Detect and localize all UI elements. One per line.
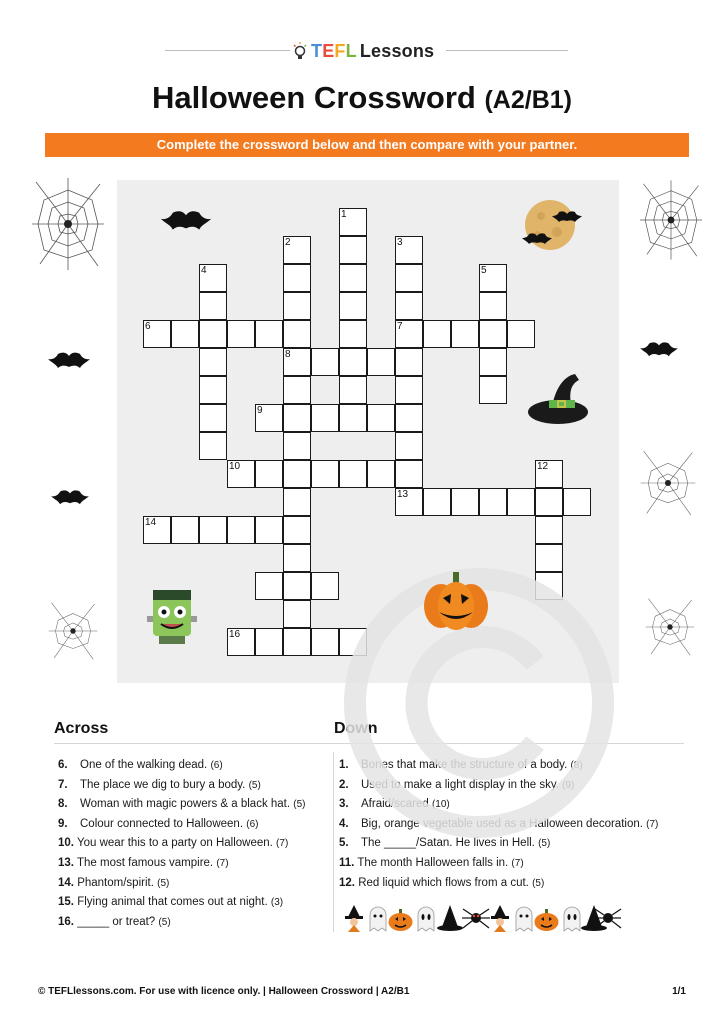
logo-l: L bbox=[345, 40, 357, 61]
clue-text: Afraid/scared bbox=[361, 798, 429, 811]
lightbulb-icon bbox=[292, 42, 308, 60]
crossword-cell[interactable] bbox=[395, 460, 423, 488]
crossword-cell[interactable] bbox=[479, 348, 507, 376]
clue-number: 2. bbox=[339, 778, 349, 791]
clue-number-label: 3 bbox=[397, 237, 403, 248]
crossword-cell[interactable] bbox=[283, 460, 311, 488]
clue-number-label: 12 bbox=[537, 461, 549, 472]
crossword-cell[interactable] bbox=[199, 516, 227, 544]
crossword-cell[interactable] bbox=[395, 264, 423, 292]
crossword-cell[interactable] bbox=[283, 320, 311, 348]
crossword-cell[interactable] bbox=[283, 600, 311, 628]
crossword-cell[interactable] bbox=[255, 460, 283, 488]
crossword-cell[interactable] bbox=[451, 320, 479, 348]
clue-number-label: 5 bbox=[481, 265, 487, 276]
clue-down-11 bbox=[339, 854, 658, 874]
clue-number: 7. bbox=[58, 778, 68, 791]
clue-length: (9) bbox=[562, 779, 575, 791]
clue-length: (6) bbox=[210, 760, 223, 771]
crossword-cell[interactable] bbox=[311, 348, 339, 376]
crossword-cell[interactable] bbox=[311, 404, 339, 432]
bat-icon bbox=[50, 488, 90, 506]
clue-number-label: 8 bbox=[285, 349, 291, 360]
spider-web-icon bbox=[640, 596, 700, 658]
clue-length: (5) bbox=[248, 779, 261, 791]
crossword-cell[interactable] bbox=[339, 292, 367, 320]
witch-hat-icon bbox=[437, 905, 463, 931]
footer-copyright: © TEFLlessons.com. For use with licence only. | Halloween Crossword | A2/B1 bbox=[38, 986, 410, 997]
clue-length: (10) bbox=[431, 799, 450, 811]
pumpkin-icon bbox=[535, 909, 559, 931]
page-number: 1/1 bbox=[672, 986, 686, 997]
clue-text: The month Halloween falls in. bbox=[357, 856, 509, 869]
clue-text: Big, orange vegetable used as a Halloween decoration. bbox=[361, 817, 643, 830]
clue-text: Woman with magic powers & a black hat. bbox=[80, 798, 291, 811]
crossword-cell[interactable] bbox=[479, 488, 507, 516]
crossword-cell[interactable] bbox=[395, 348, 423, 376]
witch-icon bbox=[345, 905, 363, 932]
clue-down-12 bbox=[339, 874, 658, 894]
clue-text: You wear this to a party on Halloween. bbox=[77, 837, 273, 850]
crossword-cell[interactable] bbox=[339, 320, 367, 348]
clue-text: Colour connected to Halloween. bbox=[80, 817, 244, 830]
clue-number: 5. bbox=[339, 837, 349, 850]
clue-text: Bones that make the structure of a body. bbox=[361, 759, 568, 771]
clue-text: _____ or treat? bbox=[77, 915, 156, 928]
tefl-logo bbox=[292, 38, 442, 64]
crossword-grid bbox=[117, 180, 619, 683]
crossword-cell[interactable] bbox=[311, 572, 339, 600]
clue-number: 14. bbox=[58, 876, 74, 889]
crossword-cell[interactable] bbox=[283, 292, 311, 320]
clue-length: (7) bbox=[216, 857, 229, 869]
crossword-cell[interactable] bbox=[171, 516, 199, 544]
crossword-cell[interactable] bbox=[423, 320, 451, 348]
pumpkin-icon bbox=[389, 909, 413, 931]
clue-text: One of the walking dead. bbox=[80, 759, 208, 771]
crossword-cell[interactable] bbox=[255, 628, 283, 656]
clue-text: The _____/Satan. He lives in Hell. bbox=[361, 837, 535, 850]
ghost-icon bbox=[418, 907, 434, 931]
page-title bbox=[0, 80, 724, 116]
logo-rule-left bbox=[165, 50, 290, 51]
clue-text: Phantom/spirit. bbox=[77, 876, 154, 889]
spider-web-icon bbox=[636, 448, 700, 518]
crossword-cell[interactable] bbox=[367, 460, 395, 488]
clue-number-label: 13 bbox=[397, 489, 409, 500]
crossword-cell[interactable] bbox=[283, 404, 311, 432]
crossword-cell[interactable] bbox=[227, 320, 255, 348]
clue-number-label: 2 bbox=[285, 237, 291, 248]
crossword-cell[interactable] bbox=[283, 544, 311, 572]
clue-across-6 bbox=[58, 756, 306, 776]
clue-number: 12. bbox=[339, 876, 355, 889]
crossword-cell[interactable] bbox=[507, 488, 535, 516]
clue-text: Red liquid which flows from a cut. bbox=[358, 876, 529, 889]
crossword-cell[interactable] bbox=[283, 572, 311, 600]
crossword-cell[interactable] bbox=[479, 292, 507, 320]
clue-length: (7) bbox=[276, 838, 289, 850]
crossword-cell[interactable] bbox=[535, 488, 563, 516]
crossword-cell[interactable] bbox=[507, 320, 535, 348]
crossword-cell[interactable] bbox=[423, 488, 451, 516]
crossword-cell[interactable] bbox=[199, 348, 227, 376]
clue-number: 1. bbox=[339, 759, 349, 771]
clue-number: 10. bbox=[58, 837, 74, 850]
clue-across-15 bbox=[58, 893, 306, 913]
column-divider bbox=[333, 752, 334, 932]
clue-number-label: 14 bbox=[145, 517, 157, 528]
clue-across-13 bbox=[58, 854, 306, 874]
logo-lessons: Lessons bbox=[359, 40, 435, 61]
clue-across-14 bbox=[58, 874, 306, 894]
clue-text: Used to make a light display in the sky. bbox=[361, 778, 559, 791]
ghost-icon bbox=[516, 907, 532, 931]
clue-number: 16. bbox=[58, 915, 74, 928]
crossword-cell[interactable] bbox=[367, 404, 395, 432]
spider-web-icon bbox=[40, 600, 106, 662]
clue-across-16 bbox=[58, 913, 306, 933]
crossword-cell[interactable] bbox=[395, 432, 423, 460]
crossword-cell[interactable] bbox=[199, 376, 227, 404]
clue-length: (6) bbox=[246, 818, 259, 830]
clue-length: (5) bbox=[538, 838, 551, 850]
clue-length: (8) bbox=[570, 760, 583, 771]
crossword-cell[interactable] bbox=[283, 488, 311, 516]
frankenstein-icon bbox=[147, 586, 197, 646]
clue-number-label: 10 bbox=[229, 461, 241, 472]
clue-number: 8. bbox=[58, 798, 68, 811]
pumpkin-icon bbox=[421, 570, 491, 632]
spider-web-icon bbox=[640, 176, 702, 264]
crossword-cell[interactable] bbox=[199, 320, 227, 348]
crossword-cell[interactable] bbox=[199, 404, 227, 432]
halloween-icon-strip bbox=[342, 903, 622, 933]
crossword-cell[interactable] bbox=[395, 376, 423, 404]
ghost-icon bbox=[564, 907, 580, 931]
moon-icon bbox=[521, 196, 591, 254]
clue-number-label: 1 bbox=[341, 209, 347, 220]
crossword-cell[interactable] bbox=[563, 488, 591, 516]
level-text: (A2/B1) bbox=[484, 86, 572, 114]
crossword-cell[interactable] bbox=[283, 628, 311, 656]
crossword-cell[interactable] bbox=[171, 320, 199, 348]
spider-icon bbox=[594, 909, 621, 928]
logo-rule-right bbox=[446, 50, 568, 51]
crossword-cell[interactable] bbox=[255, 572, 283, 600]
clue-number-label: 6 bbox=[145, 321, 151, 332]
clue-text: Flying animal that comes out at night. bbox=[77, 896, 268, 909]
instruction-banner: Complete the crossword below and then compare with your partner. bbox=[45, 133, 689, 157]
clue-number: 9. bbox=[58, 817, 68, 830]
crossword-cell[interactable] bbox=[339, 376, 367, 404]
crossword-cell[interactable] bbox=[255, 320, 283, 348]
crossword-cell[interactable] bbox=[283, 516, 311, 544]
clue-number: 6. bbox=[58, 759, 68, 771]
witch-icon bbox=[491, 905, 509, 932]
bat-icon bbox=[48, 350, 90, 370]
crossword-cell[interactable] bbox=[479, 320, 507, 348]
clue-length: (7) bbox=[646, 818, 659, 830]
crossword-cell[interactable] bbox=[339, 264, 367, 292]
ghost-icon bbox=[370, 907, 386, 931]
crossword-cell[interactable] bbox=[395, 404, 423, 432]
clue-number-label: 9 bbox=[257, 405, 263, 416]
clue-across-10 bbox=[58, 834, 306, 854]
clue-number: 11. bbox=[339, 856, 355, 869]
crossword-cell[interactable] bbox=[339, 460, 367, 488]
crossword-cell[interactable] bbox=[535, 516, 563, 544]
crossword-cell[interactable] bbox=[451, 488, 479, 516]
crossword-cell[interactable] bbox=[199, 292, 227, 320]
crossword-cell[interactable] bbox=[227, 516, 255, 544]
down-heading: Down bbox=[334, 720, 378, 737]
clue-number: 3. bbox=[339, 798, 349, 811]
clue-across-8 bbox=[58, 795, 306, 815]
bat-icon bbox=[157, 208, 215, 232]
title-text: Halloween Crossword bbox=[152, 80, 476, 115]
clue-across-9 bbox=[58, 815, 306, 835]
clue-text: The most famous vampire. bbox=[77, 856, 214, 869]
crossword-cell[interactable] bbox=[479, 376, 507, 404]
crossword-cell[interactable] bbox=[199, 432, 227, 460]
logo-e: E bbox=[322, 40, 335, 61]
crossword-cell[interactable] bbox=[395, 292, 423, 320]
crossword-cell[interactable] bbox=[339, 348, 367, 376]
clue-length: (3) bbox=[270, 897, 284, 909]
crossword-cell[interactable] bbox=[283, 376, 311, 404]
logo-t: T bbox=[311, 40, 323, 61]
clue-length: (5) bbox=[158, 916, 171, 928]
crossword-cell[interactable] bbox=[283, 432, 311, 460]
spider-icon bbox=[462, 909, 490, 928]
crossword-cell[interactable] bbox=[339, 236, 367, 264]
clue-length: (5) bbox=[157, 877, 170, 889]
spider-web-icon bbox=[32, 178, 104, 270]
clue-text: The place we dig to bury a body. bbox=[80, 778, 246, 791]
across-heading: Across bbox=[54, 720, 109, 737]
clue-number-label: 4 bbox=[201, 265, 207, 276]
clue-length: (7) bbox=[511, 857, 524, 869]
across-clue-list bbox=[58, 756, 306, 932]
clue-number: 15. bbox=[58, 896, 74, 909]
bat-icon bbox=[640, 340, 678, 358]
crossword-cell[interactable] bbox=[311, 460, 339, 488]
clue-number-label: 16 bbox=[229, 629, 241, 640]
witch-hat-icon bbox=[527, 372, 589, 430]
clue-number-label: 7 bbox=[397, 321, 403, 332]
logo-f: F bbox=[334, 40, 346, 61]
clue-length: (5) bbox=[532, 877, 545, 889]
crossword-cell[interactable] bbox=[311, 628, 339, 656]
crossword-cell[interactable] bbox=[339, 404, 367, 432]
crossword-cell[interactable] bbox=[367, 348, 395, 376]
clue-number: 13. bbox=[58, 856, 74, 869]
clue-number: 4. bbox=[339, 817, 349, 830]
crossword-cell[interactable] bbox=[255, 516, 283, 544]
clue-length: (5) bbox=[293, 799, 306, 811]
crossword-cell[interactable] bbox=[283, 264, 311, 292]
clue-across-7 bbox=[58, 776, 306, 796]
